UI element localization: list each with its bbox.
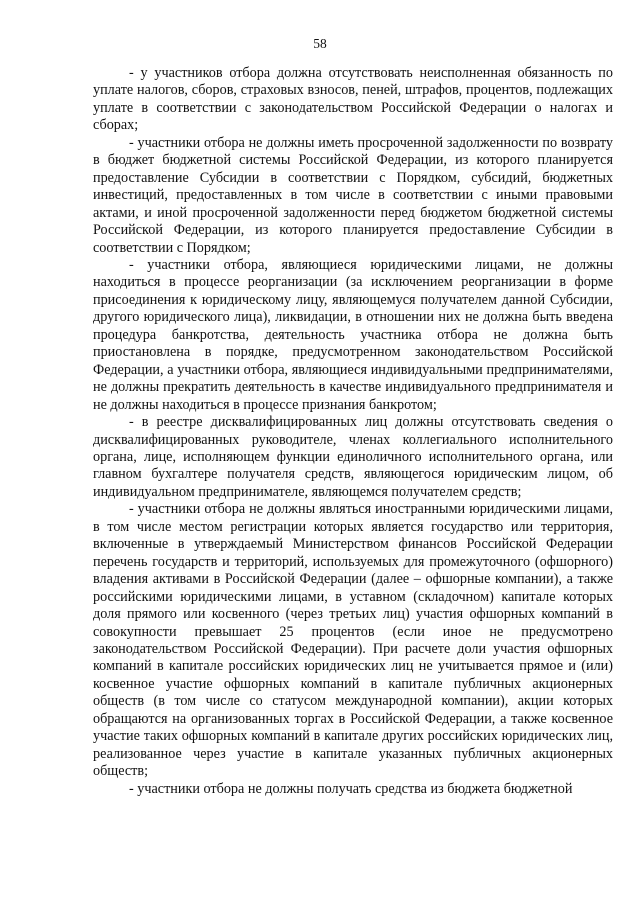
document-body xyxy=(93,65,613,798)
paragraph-reorganization: - участники отбора, являющиеся юридическими лицами, не должны находиться в процессе реорганизации (за исключением реорганизации в форме присоединения к юридическому лицу, являющемуся получателем данной Субсидии, другого юридического лица), ликвидации, в отношении них не должна быть введена процедура банкротства, деятельность участника отбора не должна быть приостановлена в порядке, предусмотренном законодательством Российской Федерации, а участники отбора, являющиеся индивидуальными предпринимателями, не должны прекратить деятельность в качестве индивидуального предпринимателя и не должны находиться в процессе признания банкротом; xyxy=(93,256,613,413)
paragraph-tax-obligations: - у участников отбора должна отсутствовать неисполненная обязанность по уплате налогов, сборов, страховых взносов, пеней, штрафов, процентов, подлежащих уплате в соответствии с законодательством Российской Федерации о налогах и сборах; xyxy=(93,65,613,134)
paragraph-budget-funds: - участники отбора не должны получать средства из бюджета бюджетной xyxy=(129,780,573,797)
paragraph-budget-debt: - участники отбора не должны иметь просроченной задолженности по возврату в бюджет бюджетной системы Российской Федерации, из которого планируется предоставление Субсидии в соответствии с Порядком, субсидий, бюджетных инвестиций, предоставленных в том числе в соответствии с иными правовыми актами, и иной просроченной задолженности перед бюджетом бюджетной системы Российской Федерации, из которого планируется предоставление Субсидии в соответствии с Порядком; xyxy=(93,134,613,256)
paragraph-disqualified-persons: - в реестре дисквалифицированных лиц должны отсутствовать сведения о дисквалифицированных руководителе, членах коллегиального исполнительного органа, лице, исполняющем функции единоличного исполнительного органа, или главном бухгалтере получателя средств, являющегося юридическим лицом, об индивидуальном предпринимателе, являющемся получателем средств; xyxy=(93,414,613,500)
paragraph-offshore-companies: - участники отбора не должны являться иностранными юридическими лицами, в том числе местом регистрации которых является государство или территория, включенные в утверждаемый Министерством финансов Российской Федерации перечень государств и территорий, используемых для промежуточного (офшорного) владения активами в Российской Федерации (далее – офшорные компании), а также российскими юридическими лицами, в уставном (складочном) капитале которых доля прямого или косвенного (через третьих лиц) участия офшорных компаний в совокупности превышает 25 процентов (если иное не предусмотрено законодательством Российской Федерации). При расчете доли участия офшорных компаний в капитале российских юридических лиц не учитывается прямое и (или) косвенное участие офшорных компаний в капитале публичных акционерных обществ (в том числе со статусом международной компании), акции которых обращаются на организованных торгах в Российской Федерации, а также косвенное участие таких офшорных компаний в капитале других российских юридических лиц, реализованное через участие в капитале указанных публичных акционерных обществ; xyxy=(93,501,613,780)
page-number: 58 xyxy=(313,36,327,51)
